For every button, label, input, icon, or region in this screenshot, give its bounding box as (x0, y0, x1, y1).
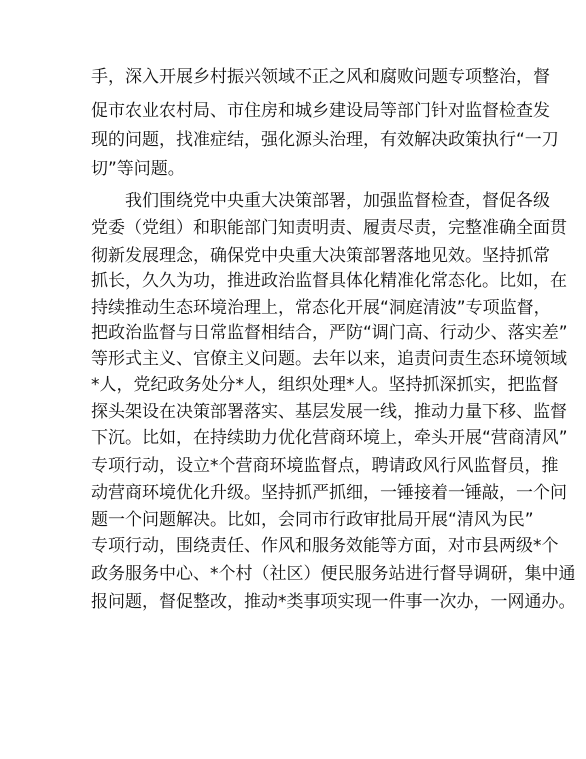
paragraph-2-line-12: 动营商环境优化升级。坚持抓严抓细，一锤接着一锤敲，一个问 (91, 483, 567, 503)
paragraph-2-line-10: 下沉。比如，在持续助力优化营商环境上，牵头开展“营商清风” (91, 428, 568, 448)
paragraph-1-line-3: 现的问题，找准症结，强化源头治理，有效解决政策执行“一刀 (91, 130, 559, 150)
paragraph-2-line-14: 专项行动，围绕责任、作风和服务效能等方面，对市县两级*个 (91, 536, 559, 556)
paragraph-2-line-5: 持续推动生态环境治理上，常态化开展“洞庭清波”专项监督， (91, 298, 551, 318)
paragraph-2-line-7: 等形式主义、官僚主义问题。去年以来，追责问责生态环境领域 (91, 349, 567, 369)
paragraph-2-line-6: 把政治监督与日常监督相结合，严防“调门高、行动少、落实差” (91, 323, 568, 343)
paragraph-1-line-1: 手，深入开展乡村振兴领域不正之风和腐败问题专项整治，督 (91, 67, 550, 87)
paragraph-2-line-13: 题一个问题解决。比如，会同市行政审批局开展“清风为民” (91, 510, 534, 530)
paragraph-2-line-9: 探头架设在决策部署落实、基层发展一线，推动力量下移、监督 (91, 402, 567, 422)
paragraph-2-line-8: *人，党纪政务处分*人，组织处理*人。坚持抓深抓实，把监督 (91, 375, 559, 395)
paragraph-2-line-16: 报问题，督促整改，推动*类事项实现一件事一次办，一网通办。 (91, 592, 576, 612)
paragraph-2-line-15: 政务服务中心、*个村（社区）便民服务站进行督导调研，集中通 (91, 564, 576, 584)
paragraph-2-line-3: 彻新发展理念，确保党中央重大决策部署落地见效。坚持抓常 (91, 246, 550, 266)
paragraph-2-line-1: 我们围绕党中央重大决策部署，加强监督检查，督促各级 (125, 191, 550, 211)
paragraph-1-line-2: 促市农业农村局、市住房和城乡建设局等部门针对监督检查发 (91, 101, 550, 121)
paragraph-1-line-4: 切”等问题。 (91, 159, 185, 179)
paragraph-2-line-11: 专项行动，设立*个营商环境监督点，聘请政风行风监督员，推 (91, 456, 559, 476)
paragraph-2-line-2: 党委（党组）和职能部门知责明责、履责尽责，完整准确全面贯 (91, 218, 567, 238)
paragraph-2-line-4: 抓长，久久为功，推进政治监督具体化精准化常态化。比如，在 (91, 271, 567, 291)
